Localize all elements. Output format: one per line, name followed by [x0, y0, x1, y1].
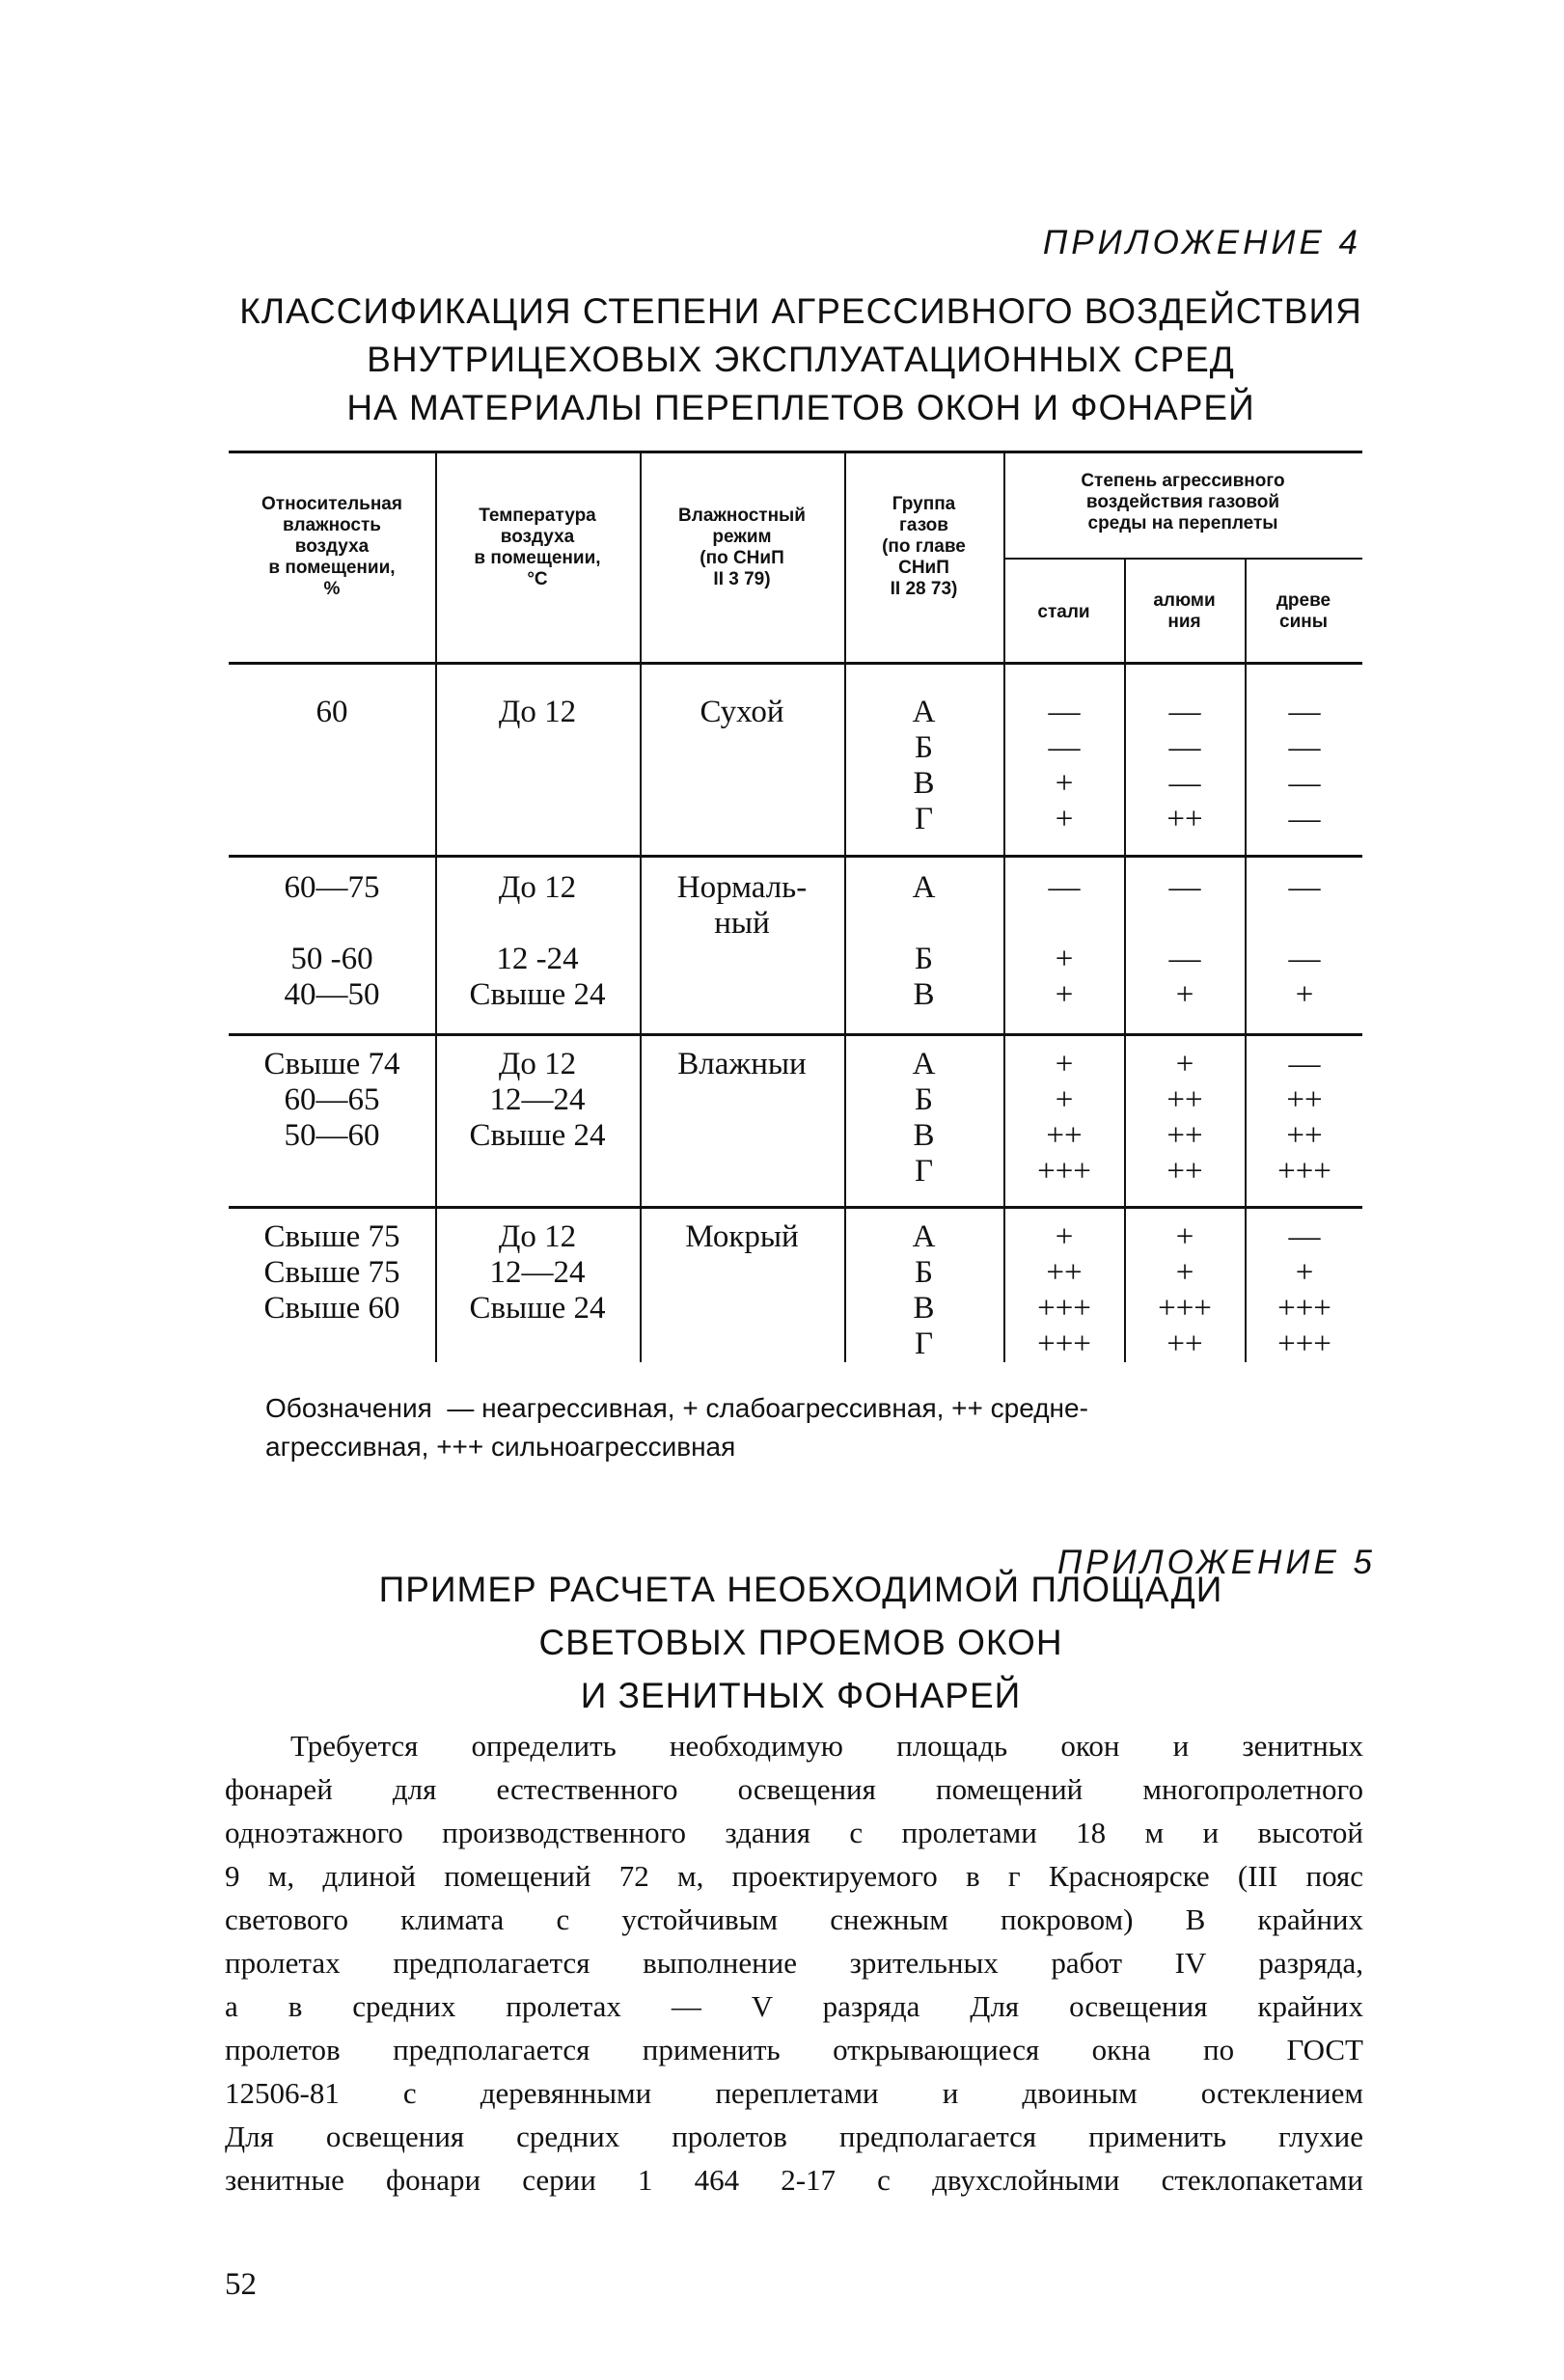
header-aluminum: алюми ния — [1153, 590, 1216, 632]
aluminum-mark: ++ — [1166, 802, 1203, 836]
group-rule-3 — [229, 1206, 1362, 1209]
paragraph-line: а в средних пролетах — V разряда Для освещения крайних — [225, 1989, 1363, 2023]
steel-mark: +++ — [1037, 1291, 1091, 1326]
gas-cell: Б — [915, 1082, 933, 1117]
regime-cell: Нормаль- ный — [676, 870, 808, 941]
legend-line: агрессивная, +++ сильноагрессивная — [265, 1432, 736, 1462]
regime-cell: Влажныи — [677, 1047, 807, 1081]
paragraph-line: фонарей для естественного освещения помещений многопролетного — [225, 1772, 1363, 1806]
wood-mark: +++ — [1277, 1291, 1331, 1326]
gas-cell: Г — [914, 1154, 934, 1189]
title-line: ВНУТРИЦЕХОВЫХ ЭКСПЛУАТАЦИОННЫХ СРЕД — [367, 340, 1235, 379]
header-gas-group: Группа газов (по главе СНиП II 28 73) — [882, 494, 966, 599]
title-line: ПРИМЕР РАСЧЕТА НЕОБХОДИМОЙ ПЛОЩАДИ — [378, 1570, 1223, 1609]
steel-mark: ++ — [1046, 1255, 1083, 1290]
steel-mark: — — [1048, 870, 1081, 905]
gas-cell: А — [912, 870, 936, 905]
paragraph-line: Для освещения средних пролетов предполагается применить глухие — [225, 2120, 1363, 2153]
wood-mark: — — [1288, 730, 1321, 765]
aluminum-mark: ++ — [1166, 1154, 1203, 1189]
paragraph-line: пролетов предполагается применить открывающиеся окна по ГОСТ — [225, 2033, 1363, 2066]
gas-cell: А — [912, 695, 936, 729]
wood-mark: ++ — [1286, 1082, 1323, 1117]
gas-cell: В — [913, 766, 935, 801]
gas-cell: Б — [915, 1255, 933, 1290]
paragraph-line: зенитные фонари серии 1 464 2-17 с двухслойными стеклопакетами — [225, 2163, 1363, 2197]
steel-mark: + — [1055, 1082, 1074, 1117]
aluminum-mark: ++ — [1166, 1082, 1203, 1117]
steel-mark: — — [1048, 695, 1081, 729]
col-rule-4 — [1003, 451, 1005, 1362]
paragraph-line: одноэтажного производственного здания с пролетами 18 м и высотой — [225, 1816, 1363, 1849]
page-number: 52 — [225, 2267, 257, 2302]
steel-mark: + — [1055, 766, 1074, 801]
group-rule-1 — [229, 855, 1362, 858]
humidity-cell: Свыше 75 Свыше 75 Свыше 60 — [263, 1219, 400, 1326]
legend-line: Обозначения — неагрессивная, + слабоагрессивная, ++ средне- — [265, 1393, 1088, 1423]
wood-mark: +++ — [1277, 1327, 1331, 1361]
appendix-4-title — [222, 287, 1380, 432]
table-top-rule — [229, 451, 1362, 453]
wood-mark: — — [1288, 942, 1321, 976]
temperature-cell: До 12 12—24 Свыше 24 — [469, 1219, 606, 1326]
regime-cell: Мокрый — [685, 1219, 799, 1254]
aluminum-mark: ++ — [1166, 1327, 1203, 1361]
aluminum-mark: + — [1175, 1255, 1194, 1290]
steel-mark: ++ — [1046, 1118, 1083, 1153]
header-humidity: Относительная влажность воздуха в помещении, % — [261, 494, 402, 599]
aluminum-mark: — — [1168, 870, 1201, 905]
wood-mark: — — [1288, 766, 1321, 801]
wood-mark: ++ — [1286, 1118, 1323, 1153]
header-aggression: Степень агрессивного воздействия газовой среды на переплеты — [1081, 471, 1285, 533]
steel-mark: + — [1055, 1219, 1074, 1254]
example-paragraph — [225, 1724, 1363, 2202]
title-line: И ЗЕНИТНЫХ ФОНАРЕЙ — [580, 1676, 1022, 1715]
steel-mark: + — [1055, 1047, 1074, 1081]
wood-mark: — — [1288, 695, 1321, 729]
aluminum-mark: — — [1168, 730, 1201, 765]
steel-mark: + — [1055, 977, 1074, 1012]
aluminum-mark: — — [1168, 695, 1201, 729]
gas-cell: В — [913, 1291, 935, 1326]
gas-cell: Б — [915, 942, 933, 976]
header-steel: стали — [1037, 602, 1090, 622]
steel-mark: + — [1055, 802, 1074, 836]
title-line: СВЕТОВЫХ ПРОЕМОВ ОКОН — [538, 1623, 1063, 1662]
wood-mark: — — [1288, 1219, 1321, 1254]
gas-cell: В — [913, 977, 935, 1012]
aggression-subheader-rule — [1003, 558, 1362, 560]
humidity-cell: Свыше 74 60—65 50—60 — [263, 1047, 400, 1153]
aluminum-mark: + — [1175, 1047, 1194, 1081]
group-rule-2 — [229, 1033, 1362, 1036]
wood-mark: — — [1288, 802, 1321, 836]
steel-mark: + — [1055, 942, 1074, 976]
temperature-cell: До 12 — [498, 695, 577, 729]
gas-cell: Г — [914, 802, 934, 836]
legend — [265, 1389, 1385, 1466]
header-wood: древе сины — [1276, 590, 1331, 632]
regime-cell: Сухой — [700, 695, 784, 729]
gas-cell: А — [912, 1219, 936, 1254]
header-bottom-rule — [229, 662, 1362, 665]
gas-cell: В — [913, 1118, 935, 1153]
aluminum-mark: — — [1168, 766, 1201, 801]
appendix-5-title — [222, 1563, 1380, 1722]
col-rule-5 — [1124, 558, 1126, 1362]
paragraph-line: пролетах предполагается выполнение зрительных работ IV разряда, — [225, 1946, 1363, 1980]
wood-mark: — — [1288, 1047, 1321, 1081]
gas-cell: А — [912, 1047, 936, 1081]
gas-cell: Б — [915, 730, 933, 765]
steel-mark: +++ — [1037, 1327, 1091, 1361]
aluminum-mark: ++ — [1166, 1118, 1203, 1153]
wood-mark: — — [1288, 870, 1321, 905]
humidity-cell: 60 — [316, 695, 348, 729]
steel-mark: — — [1048, 730, 1081, 765]
temperature-cell: До 12 12—24 Свыше 24 — [469, 1047, 606, 1153]
gas-cell: Г — [914, 1327, 934, 1361]
header-regime: Влажностный режим (по СНиП II 3 79) — [678, 506, 806, 589]
temperature-cell: До 12 12 -24 Свыше 24 — [469, 870, 606, 1012]
appendix-5-label: ПРИЛОЖЕНИЕ 5 — [1056, 1544, 1376, 1581]
wood-mark: + — [1295, 1255, 1314, 1290]
paragraph-line: 9 м, длиной помещений 72 м, проектируемого в г Красноярске (III пояс — [225, 1859, 1363, 1893]
aluminum-mark: + — [1175, 977, 1194, 1012]
paragraph-line: 12506-81 с деревянными переплетами и двоиным остеклением — [225, 2076, 1363, 2110]
title-line: НА МАТЕРИАЛЫ ПЕРЕПЛЕТОВ ОКОН И ФОНАРЕЙ — [346, 388, 1255, 427]
wood-mark: +++ — [1277, 1154, 1331, 1189]
appendix-4-label: ПРИЛОЖЕНИЕ 4 — [1042, 224, 1361, 261]
aluminum-mark: — — [1168, 942, 1201, 976]
aluminum-mark: +++ — [1158, 1291, 1212, 1326]
aluminum-mark: + — [1175, 1219, 1194, 1254]
title-line: КЛАССИФИКАЦИЯ СТЕПЕНИ АГРЕССИВНОГО ВОЗДЕЙСТВИЯ — [239, 291, 1362, 331]
humidity-cell: 60—75 50 -60 40—50 — [284, 870, 380, 1012]
paragraph-line: светового климата с устойчивым снежным покровом) В крайних — [225, 1902, 1363, 1936]
header-temperature: Температура воздуха в помещении, °С — [474, 506, 601, 589]
paragraph-line: Требуется определить необходимую площадь окон и зенитных — [290, 1729, 1363, 1763]
wood-mark: + — [1295, 977, 1314, 1012]
steel-mark: +++ — [1037, 1154, 1091, 1189]
